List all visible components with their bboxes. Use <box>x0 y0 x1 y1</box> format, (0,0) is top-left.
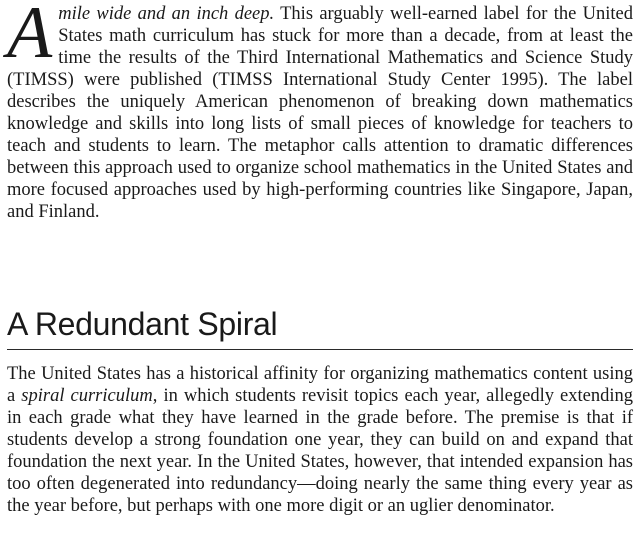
intro-lead-phrase: mile wide and an inch deep. <box>58 4 275 24</box>
intro-section <box>7 0 633 223</box>
spiral-text-before: The United States has a historical affinity for organizing mathematics content using a <box>7 364 633 406</box>
intro-text: This arguably well-earned label for the United States math curriculum has stuck for more than a decade, from at least the time the results of the Third International Mathematics and Science Study (TIMSS) were published (TIMSS International Study Center 1995). The label describes the uniquely American phenomenon of breaking down mathematics knowledge and skills into long lists of small pieces of knowledge for teachers to teach and students to learn. The metaphor calls attention to dramatic differences between this approach used to organize school mathematics in the United States and more focused approaches used by high-performing countries like Singapore, Japan, and Finland. <box>7 4 633 222</box>
spiral-section <box>7 363 633 517</box>
intro-paragraph <box>7 0 633 223</box>
spiral-paragraph <box>7 363 633 517</box>
section-heading: A Redundant Spiral <box>7 305 633 350</box>
spiral-term: spiral curriculum <box>21 386 153 406</box>
spiral-text-after: , in which students revisit topics each year, allegedly extending in each grade what they have learned in the grade before. The premise is that if students develop a strong foundation one year, they can build on and expand that foundation the next year. In the United States, however, that intended expansion has too often degenerated into redundancy—doing nearly the same thing every year as the year before, but perhaps with one more digit or an uglier denominator. <box>7 386 634 516</box>
drop-cap: A <box>7 0 53 74</box>
